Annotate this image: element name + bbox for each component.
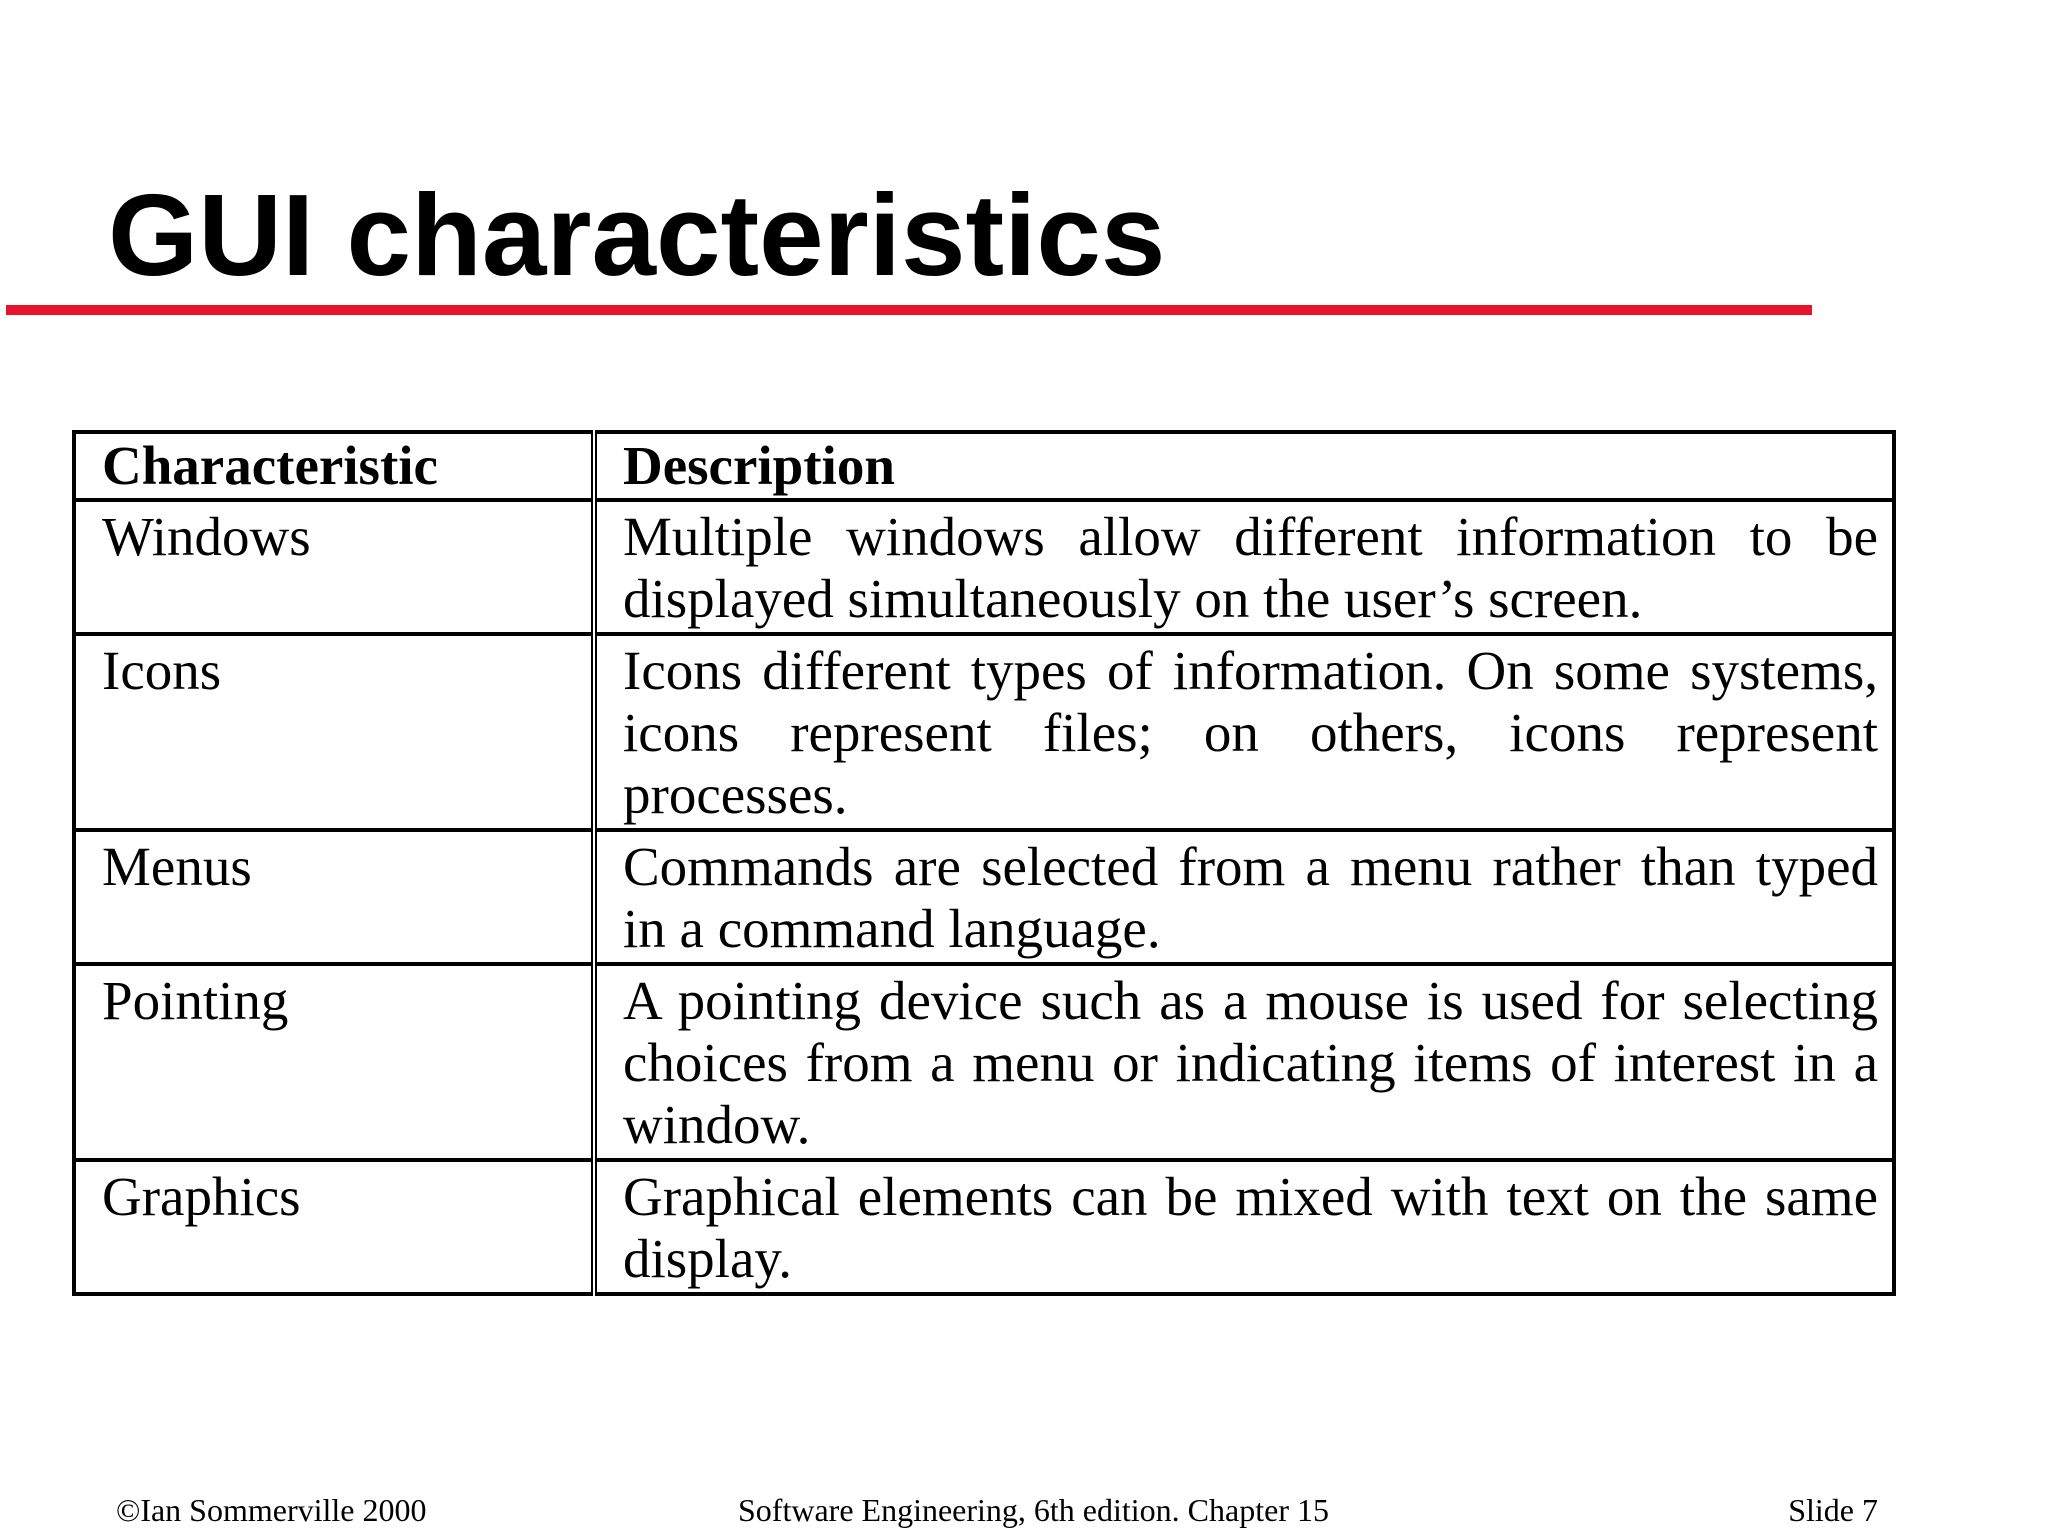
- characteristic-cell: Windows: [74, 500, 594, 634]
- table-row: [74, 830, 1894, 964]
- table-row: [74, 500, 1894, 634]
- characteristic-cell: Pointing: [74, 964, 594, 1160]
- description-cell: Graphical elements can be mixed with text on the same display.: [594, 1160, 1894, 1294]
- characteristic-cell: Graphics: [74, 1160, 594, 1294]
- footer-copyright: ©Ian Sommerville 2000: [116, 1492, 427, 1528]
- table-row: [74, 1160, 1894, 1294]
- description-cell: A pointing device such as a mouse is used for selecting choices from a menu or indicating items of interest in a window.: [594, 964, 1894, 1160]
- slide-title: GUI characteristics: [108, 170, 1166, 300]
- description-cell: Multiple windows allow different information to be displayed simultaneously on the user’s screen.: [594, 500, 1894, 634]
- description-cell: Commands are selected from a menu rather than typed in a command language.: [594, 830, 1894, 964]
- characteristics-table: [72, 430, 1896, 1296]
- table-row: [74, 634, 1894, 830]
- footer-book-title: Software Engineering, 6th edition. Chapter 15: [738, 1492, 1329, 1528]
- description-cell: Icons different types of information. On some systems, icons represent files; on others, icons represent processes.: [594, 634, 1894, 830]
- title-underline: [6, 305, 1812, 315]
- header-characteristic: Characteristic: [74, 432, 594, 500]
- characteristic-cell: Menus: [74, 830, 594, 964]
- footer-slide-number: Slide 7: [1788, 1492, 1878, 1528]
- characteristic-cell: Icons: [74, 634, 594, 830]
- header-description: Description: [594, 432, 1894, 500]
- table-row: [74, 964, 1894, 1160]
- table-header-row: [74, 432, 1894, 500]
